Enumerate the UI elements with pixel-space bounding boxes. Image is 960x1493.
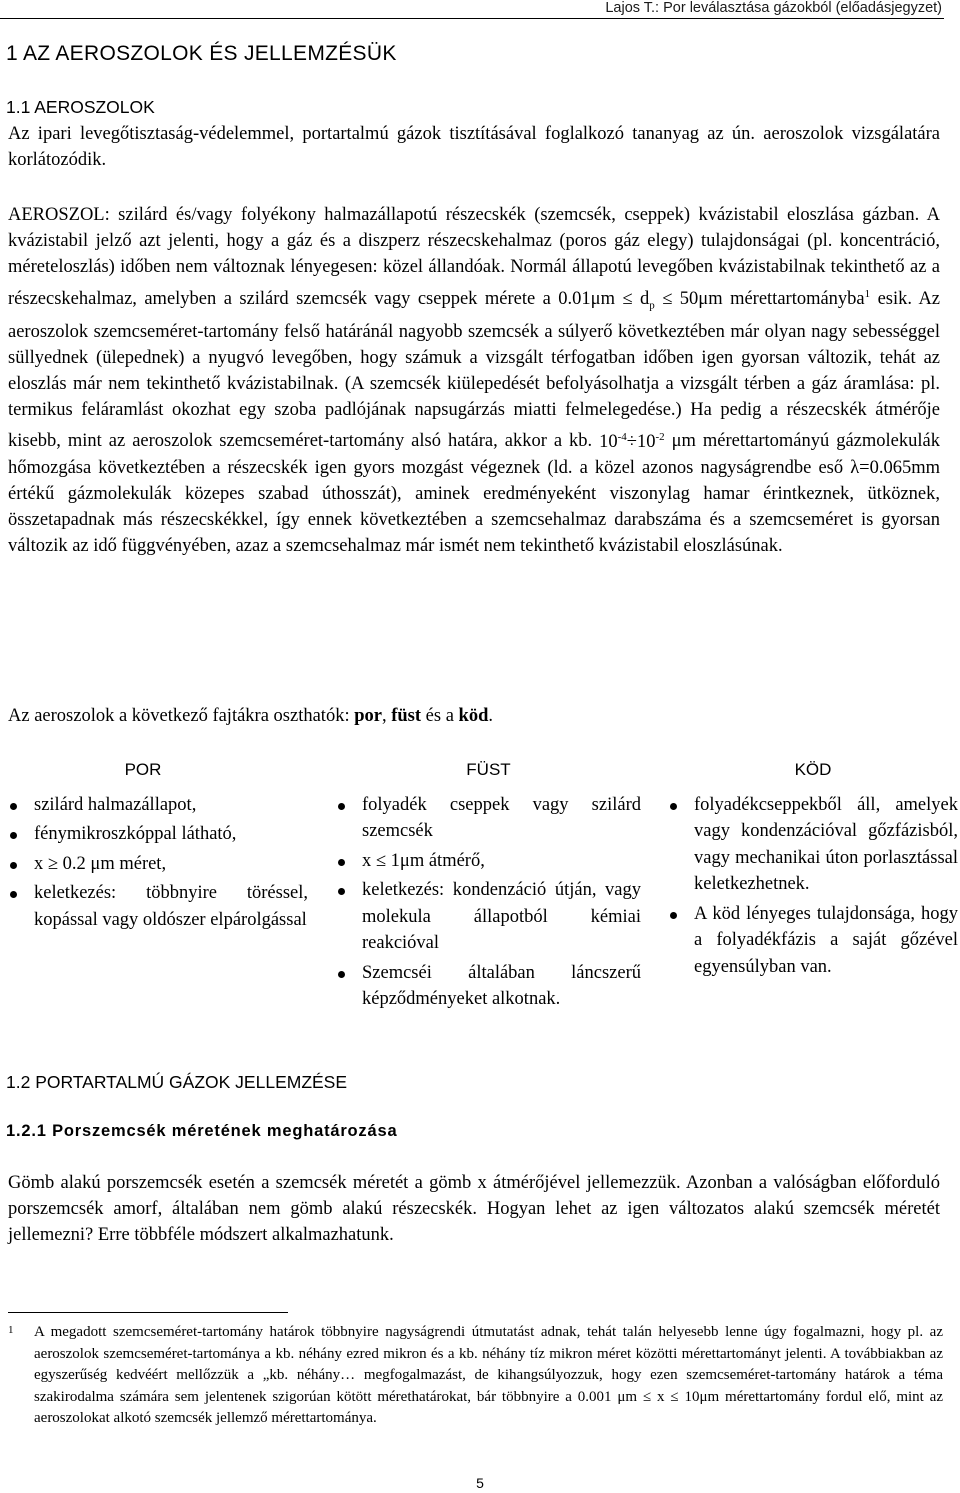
column-fust <box>336 757 641 1016</box>
list-item-text: szilárd halmazállapot, <box>34 794 197 815</box>
size-paragraph <box>8 1170 940 1249</box>
definition-part-1: : szilárd és/vagy folyékony halmazállapotú részecskék (szemcsék, cseppek) kvázistabil eloszlása gázban. A kvázistabil jelző azt jelenti, hogy a gáz és a diszperz részecskehalmaz (poros gáz elegy) tulajdonságai (pl. koncentráció, méreteloszlás) időben nem változnak lényegesen: közel állandóak. Normál állapotú levegőben kvázistabilnak tekinthető az a részecskehalmaz, amelyben a szilárd szemcsék vagy cseppek mérete a <box>8 205 940 309</box>
definition-part-5: értékű gázmolekulák közepes szabad úthosszát), aminek eredményeként viszonylag hamar érintkeznek, ütköznek, összetapadnak más részecskékkel, így ennek következtében a szemcsehalmaz darabszáma és a szemcseméret is gyorsan változik az idő függvényében, azaz a szemcsehalmaz már ismét nem tekinthető kvázistabil eloszlásúnak. <box>8 484 940 557</box>
list-item <box>336 848 641 875</box>
running-header: Lajos T.: Por leválasztása gázokból (előadásjegyzet) <box>605 0 942 16</box>
section-heading-1-2: 1.2 PORTARTALMÚ GÁZOK JELLEMZÉSE <box>6 1072 348 1092</box>
footnote-reference[interactable]: 1 <box>864 287 871 300</box>
size-range-subscript: p <box>649 299 655 312</box>
bullet-icon <box>10 832 17 839</box>
list-item-text: x ≤ 1μm átmérő, <box>362 850 485 871</box>
definition-term: AEROSZOL <box>8 205 105 225</box>
types-intro: Az aeroszolok a következő fajtákra oszthatók: <box>8 706 355 726</box>
molecule-range-formula <box>599 432 665 452</box>
list-item-text: keletkezés: többnyire töréssel, kopással vagy oldószer elpárolgással <box>34 883 308 930</box>
list-por <box>8 792 308 934</box>
definition-paragraph <box>8 202 940 560</box>
list-item-text: folyadék cseppek vagy szilárd szemcsék <box>362 794 641 841</box>
bullet-icon <box>338 888 345 895</box>
bullet-icon <box>10 862 17 869</box>
type-fust: füst <box>391 706 422 726</box>
bullet-icon <box>338 971 345 978</box>
size-text: Gömb alakú porszemcsék esetén a szemcsék méretét a gömb x átmérőjével jellemezzük. Azonban a valóságban előforduló porszemcsék amorf, általában nem gömb alakú részecskék. Hogyan lehet az igen változatos alakú szemcsék méretét jellemezni? Erre többféle módszert alkalmazhatunk. <box>8 1173 940 1246</box>
section-heading-1-1: 1.1 AEROSZOLOK <box>6 97 155 117</box>
header-rule <box>0 18 944 19</box>
list-item-text: folyadékcseppekből áll, amelyek vagy kondenzációval gőzfázisból, vagy mechanikai úton porlasztással keletkezhetnek. <box>694 794 958 894</box>
bullet-icon <box>10 803 17 810</box>
column-kod <box>668 757 958 983</box>
molecule-exp-b: -2 <box>655 430 665 443</box>
bullet-icon <box>670 912 677 919</box>
section-heading-1-2-1: 1.2.1 Porszemcsék méretének meghatározása <box>6 1122 398 1140</box>
bullet-icon <box>338 803 345 810</box>
list-item <box>336 960 641 1013</box>
list-item <box>336 877 641 957</box>
definition-part-4: μm mérettartományú gázmolekulák hőmozgása következtében a részecskék igen gyors mozgást végeznek (ld. a közel azonos nagyságrendbe eső <box>8 431 940 478</box>
list-item-text: fénymikroszkóppal látható, <box>34 824 237 844</box>
list-item <box>8 880 308 933</box>
types-separator-1: , <box>381 706 392 726</box>
type-kod: köd <box>458 706 489 726</box>
list-fust <box>336 792 641 1013</box>
footnote <box>8 1322 943 1430</box>
intro-paragraph <box>8 121 940 173</box>
list-item-text: Szemcséi általában láncszerű képződményeket alkotnak. <box>362 962 641 1009</box>
molecule-range-b: 10 <box>636 431 656 452</box>
chapter-heading: 1 AZ AEROSZOLOK ÉS JELLEMZÉSÜK <box>6 42 397 65</box>
definition-part-3: esik. Az aeroszolok szemcseméret-tartomány felső határánál nagyobb szemcsék a súlyerő következtében már olyan nagy sebességgel süllyednek (ülepednek) a nyugvó levegőben, hogy számuk a vizsgált térfogatban időben igen gyorsan változik, tehát az eloszlás már nem tekinthető kvázistabilnak. (A szemcsék kiülepedését befolyásolhatja a vizsgált térben a gáz áramlása: pl. termikus feláramlást okozhat egy szoba padlójának napsugárzás miatti felmelegedése.) Ha pedig a részecskék átmérője kisebb, mint az aeroszolok szemcseméret-tartomány alsó határa, akkor a kb. <box>8 288 941 452</box>
list-kod <box>668 792 958 981</box>
types-text <box>8 703 940 729</box>
types-paragraph <box>8 703 940 729</box>
mean-free-path-value: λ=0.065mm <box>850 457 940 478</box>
molecule-exp-a: -4 <box>617 430 627 443</box>
list-item <box>668 792 958 898</box>
size-range-formula <box>558 288 723 312</box>
footnote-text: A megadott szemcseméret-tartomány határok többnyire nagyságrendi útmutatást adnak, tehát talán helyesebb lenne úgy fogalmazni, hogy pl. az aeroszolok szemcseméret-tartománya a kb. néhány ezred mikron és a kb. néhány tíz mikron méret közötti mérettartományt jelenti. A továbbiakban az egyszerűség kedvéért mellőzzük a „kb. néhány… megfogalmazást, de kihangsúlyozzuk, hogy ezen szemcseméret-tartomány határok a téma szakirodalma számára sem jelentenek szigorúan kötött mérethatárokat, bár többnyire a 0.001 μm ≤ x ≤ 10μm mérettartomány fordul elő, mint az aeroszolokat alkotó szemcsék jellemző mérettartománya. <box>34 1324 943 1427</box>
column-title-kod: KÖD <box>794 760 832 779</box>
intro-text: Az ipari levegőtisztaság-védelemmel, portartalmú gázok tisztításával foglalkozó tananyag az ún. aeroszolok vizsgálatára korlátozódik. <box>8 124 940 171</box>
list-item <box>8 821 308 848</box>
size-range-upper: ≤ 50μm <box>654 288 723 309</box>
page-number: 5 <box>476 1475 484 1491</box>
list-item <box>8 792 308 819</box>
list-item <box>668 901 958 981</box>
footnote-mark: 1 <box>8 1324 14 1336</box>
column-title-fust: FÜST <box>466 760 511 779</box>
footnote-rule <box>8 1312 288 1313</box>
list-item-text: x ≥ 0.2 μm méret, <box>34 853 167 874</box>
molecule-range-a: 10 <box>599 431 618 452</box>
list-item-text: keletkezés: kondenzáció útján, vagy molekula állapotból kémiai reakcióval <box>362 880 641 953</box>
types-separator-2: és a <box>421 706 459 726</box>
bullet-icon <box>10 891 17 898</box>
size-range-lower: 0.01μm ≤ d <box>558 288 650 309</box>
column-title-por: POR <box>124 760 162 779</box>
bullet-icon <box>338 859 345 866</box>
list-item-text: A köd lényeges tulajdonsága, hogy a folyadékfázis a saját gőzével egyensúlyban van. <box>694 903 958 977</box>
type-por: por <box>354 706 382 726</box>
bullet-icon <box>670 803 677 810</box>
list-item <box>8 851 308 878</box>
column-por <box>8 757 308 936</box>
molecule-range-divider: ÷ <box>626 431 637 452</box>
types-end: . <box>488 706 493 726</box>
list-item <box>336 792 641 845</box>
definition-text <box>8 202 940 560</box>
definition-part-2: mérettartományba <box>722 288 865 309</box>
